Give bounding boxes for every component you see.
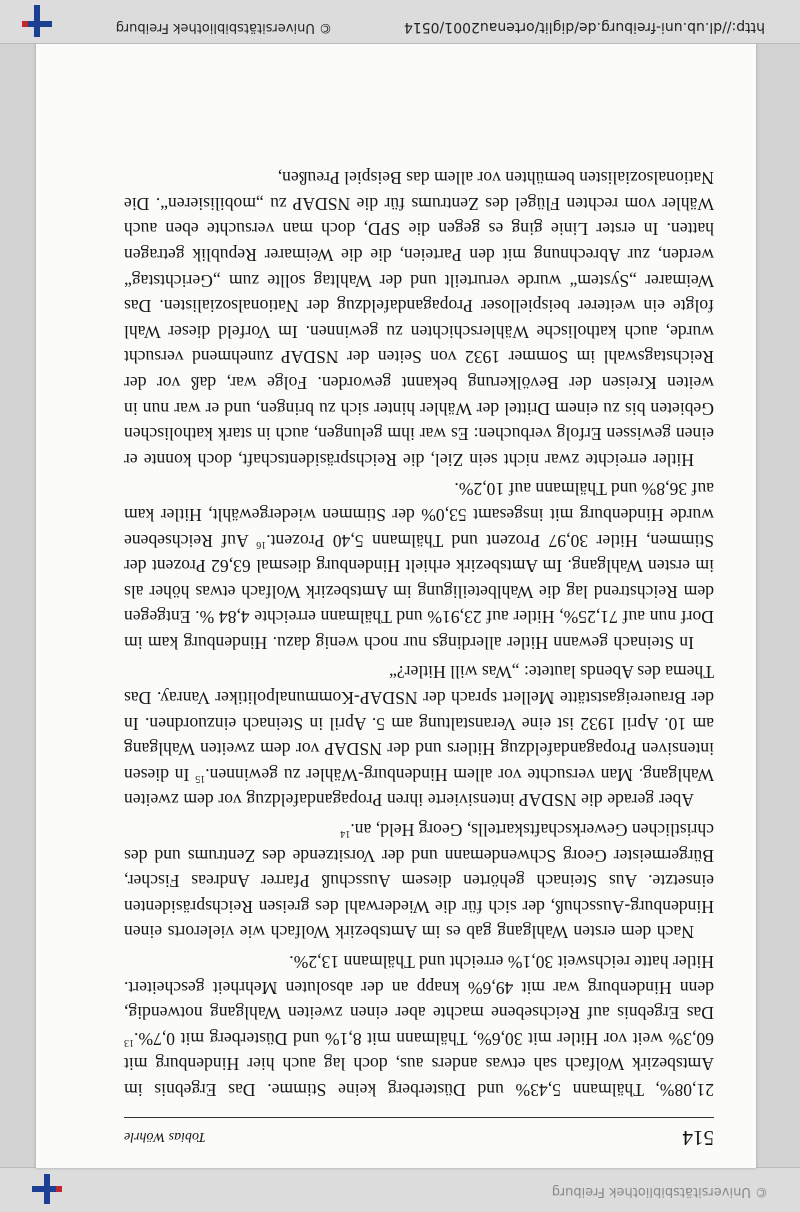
footnote-marker[interactable]: 16	[256, 538, 267, 550]
footnote-marker[interactable]: 14	[340, 827, 351, 839]
running-head	[124, 1117, 714, 1150]
text-run: Auf Reichsebene wurde Hindenburg mit insgesamt 53,0% der Stimmen wiedergewählt, Hitler kam auf 36,8% und Thälmann auf 10,2%.	[124, 479, 714, 551]
ub-freiburg-logo-icon	[30, 1174, 66, 1204]
paragraph	[124, 816, 714, 944]
text-run: Das Ergebnis auf Reichsebene machte aber einen zweiten Wahlgang notwendig, denn Hindenburg war mit 49,6% knapp an der absoluten Mehrheit gescheitert. Hitler hatte reichsweit 30,1% erreicht und Thälmann 13,2%.	[124, 952, 714, 1024]
body-text	[124, 165, 714, 1102]
text-run: 21,08%, Thälmann 5,43% und Düsterberg keine Stimme. Das Ergebnis im Amtsbezirk Wolfach sah etwas anders aus, doch lag auch hier Hindenburg mit 60,3% weit vor Hitler mit 30,6%, Thälmann mit 8,1% und Düsterberg mit 0,7%.	[124, 1028, 714, 1100]
text-run: Nach dem ersten Wahlgang gab es im Amtsbezirk Wolfach wie vielerorts einen Hindenburg-Ausschuß, der sich für die Wiederwahl des greisen Reichspräsidenten einsetzte. Aus Steinach gehörten diesem Ausschuß Pfarrer Andreas Fischer, Bürgermeister Georg Schwendemann und der Vorsitzende des Zentrums und des christlichen Gewerkschaftskartells, Georg Held, an.	[124, 820, 714, 943]
paragraph	[124, 659, 714, 813]
page-number: 514	[682, 1126, 714, 1150]
top-faint-copyright: © Universitätsbibliothek Freiburg	[551, 1184, 768, 1199]
viewer-bottom-bar	[0, 0, 800, 44]
author-name: Tobias Wöhrle	[124, 1129, 206, 1144]
footnote-marker[interactable]: 15	[195, 772, 206, 784]
text-run: In diesen intensiven Propagandafeldzug Hitlers und der NSDAP vor dem zweiten Wahlgang am 10. April 1932 ist eine Veranstaltung am 5. April in Steinach einzuordnen. In der Brauereigaststätte Mellert sprach der NSDAP-Kommunalpolitiker Vanray. Das Thema des Abends lautete: „Was will Hitler?“	[124, 662, 714, 785]
viewer-top-bar	[0, 1167, 800, 1212]
footnote-marker[interactable]: 13	[124, 1036, 134, 1048]
text-run: Hitler erreichte zwar nicht sein Ziel, die Reichspräsidentschaft, doch konnte er einen gewissen Erfolg verbuchen: Es war ihm gelungen, auch in stark katholischen Gebieten bis zu einem Drittel der Wähler hinter sich zu bringen, und er war nun in weiten Kreisen der Bevölkerung bekannt geworden. Folge war, daß vor der Reichstagswahl im Sommer 1932 von Seiten der NSDAP zunehmend versucht wurde, auch katholische Wählerschichten zu gewinnen. Im Vorfeld dieser Wahl folgte ein weiterer beispielloser Propagandafeldzug der Nationalsozialisten. Das Weimarer „System“ wurde verurteilt und der Wahltag sollte zum „Gerichtstag“ werden, zur Abrechnung mit den Parteien, die die Weimarer Republik getragen hatten. In erster Linie ging es gegen die SPD, doch man versuchte eben auch Wähler vom rechten Flügel des Zentrums für die NSDAP zu „mobilisieren“. Die Nationalsozialisten bemühten vor allem das Beispiel Preußen,	[124, 168, 714, 470]
paragraph	[124, 476, 714, 655]
paragraph	[124, 948, 714, 1102]
copyright-notice: © Universitätsbibliothek Freiburg	[115, 20, 332, 35]
document-url[interactable]: http://dl.ub.uni-freiburg.de/diglit/ortenau2001/0514	[403, 19, 765, 35]
paragraph	[124, 165, 714, 472]
ub-freiburg-logo-icon	[16, 7, 52, 37]
text-run: Aber gerade die NSDAP intensivierte ihren Propagandafeldzug vor dem zweiten Wahlgang. Man versuchte vor allem Hindenburg-Wähler zu gewinnen.	[124, 764, 714, 811]
text-run: In Steinach gewann Hitler allerdings nur noch wenig dazu. Hindenburg kam im Dorf nun auf 71,25%, Hitler auf 23,91% und Thälmann erreichte 4,84 %. Entgegen dem Reichstrend lag die Wahlbeteiligung im Amtsbezirk Wolfach etwas höher als im ersten Wahlgang. Im Amtsbezirk erhielt Hindenburg diesmal 63,62 Prozent der Stimmen, Hitler 30,97 Prozent und Thälmann 5,40 Prozent.	[124, 530, 714, 653]
